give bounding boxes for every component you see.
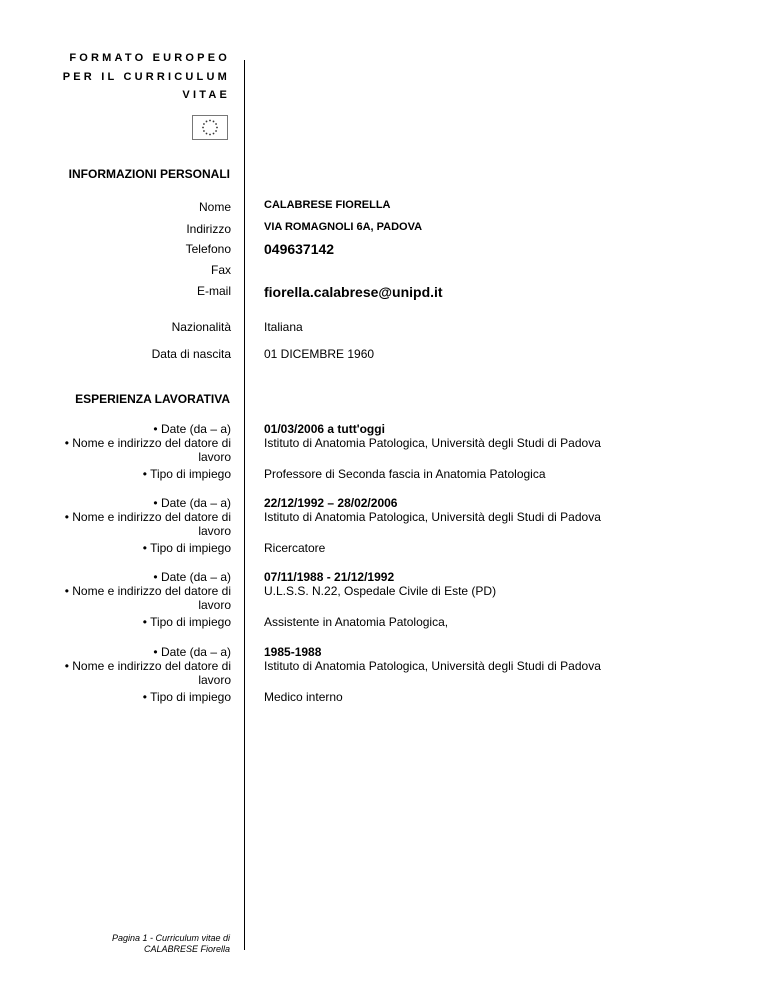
name-label: Nome <box>198 200 231 214</box>
exp-dates: 22/12/1992 – 28/02/2006 <box>264 496 398 510</box>
exp-type-label: • Tipo di impiego <box>142 467 231 481</box>
address-label: Indirizzo <box>186 222 231 236</box>
phone-value: 049637142 <box>264 241 335 257</box>
exp-date-label: • Date (da – a) <box>153 570 231 584</box>
exp-type-label: • Tipo di impiego <box>142 541 231 555</box>
phone-label: Telefono <box>185 242 231 256</box>
vertical-divider <box>244 60 245 950</box>
footer-line-2: CALABRESE Fiorella <box>143 944 230 954</box>
eu-star <box>206 121 208 123</box>
eu-star <box>216 127 218 129</box>
exp-employer: Istituto di Anatomia Patologica, Università degli Studi di Padova <box>264 659 601 673</box>
exp-dates: 07/11/1988 - 21/12/1992 <box>264 570 395 584</box>
exp-type: Assistente in Anatomia Patologica, <box>264 615 449 629</box>
exp-type: Ricercatore <box>264 541 326 555</box>
birth-label: Data di nascita <box>151 347 231 361</box>
birth-value: 01 DICEMBRE 1960 <box>264 347 375 361</box>
email-value: fiorella.calabrese@unipd.it <box>264 284 443 300</box>
cv-title-text-3: VITAE <box>182 89 230 101</box>
exp-employer-label: • Nome e indirizzo del datore di lavoro <box>64 659 231 687</box>
exp-type-label: • Tipo di impiego <box>142 615 231 629</box>
eu-star <box>213 133 215 135</box>
experience-heading: ESPERIENZA LAVORATIVA <box>75 392 230 406</box>
nationality-label: Nazionalità <box>171 320 231 334</box>
exp-type-label: • Tipo di impiego <box>142 690 231 704</box>
exp-employer: U.L.S.S. N.22, Ospedale Civile di Este (PD) <box>264 584 497 598</box>
cv-title-text-1: FORMATO EUROPEO <box>69 52 230 64</box>
exp-type: Medico interno <box>264 690 343 704</box>
eu-star <box>203 123 205 125</box>
cv-title-text-2: PER IL CURRICULUM <box>62 71 230 83</box>
eu-star <box>215 123 217 125</box>
eu-star <box>215 130 217 132</box>
eu-stars-icon <box>193 116 227 139</box>
personal-info-heading: INFORMAZIONI PERSONALI <box>68 167 230 181</box>
exp-dates: 01/03/2006 a tutt'oggi <box>264 422 385 436</box>
eu-flag-icon <box>192 115 228 140</box>
exp-date-label: • Date (da – a) <box>153 496 231 510</box>
exp-employer-label: • Nome e indirizzo del datore di lavoro <box>64 510 231 538</box>
exp-date-label: • Date (da – a) <box>153 422 231 436</box>
cv-title-line-3 <box>182 89 230 101</box>
exp-type: Professore di Seconda fascia in Anatomia Patologica <box>264 467 546 481</box>
exp-employer: Istituto di Anatomia Patologica, Università degli Studi di Padova <box>264 510 601 524</box>
eu-star <box>202 127 204 129</box>
exp-date-label: • Date (da – a) <box>153 645 231 659</box>
exp-employer-label: • Nome e indirizzo del datore di lavoro <box>64 436 231 464</box>
eu-star <box>203 130 205 132</box>
nationality-value: Italiana <box>264 320 303 334</box>
footer-line-1: Pagina 1 - Curriculum vitae di <box>111 933 230 943</box>
eu-star <box>209 120 211 122</box>
eu-star <box>213 121 215 123</box>
cv-title-line-1 <box>69 52 230 64</box>
email-label: E-mail <box>196 284 231 298</box>
eu-star <box>206 133 208 135</box>
name-value: CALABRESE FIORELLA <box>264 199 391 211</box>
page-footer <box>112 933 230 955</box>
address-value: VIA ROMAGNOLI 6A, PADOVA <box>264 221 423 233</box>
exp-dates: 1985-1988 <box>264 645 322 659</box>
cv-title-line-2 <box>63 71 230 83</box>
exp-employer-label: • Nome e indirizzo del datore di lavoro <box>64 584 231 612</box>
fax-label: Fax <box>210 263 231 277</box>
exp-employer: Istituto di Anatomia Patologica, Università degli Studi di Padova <box>264 436 601 450</box>
eu-star <box>209 134 211 136</box>
